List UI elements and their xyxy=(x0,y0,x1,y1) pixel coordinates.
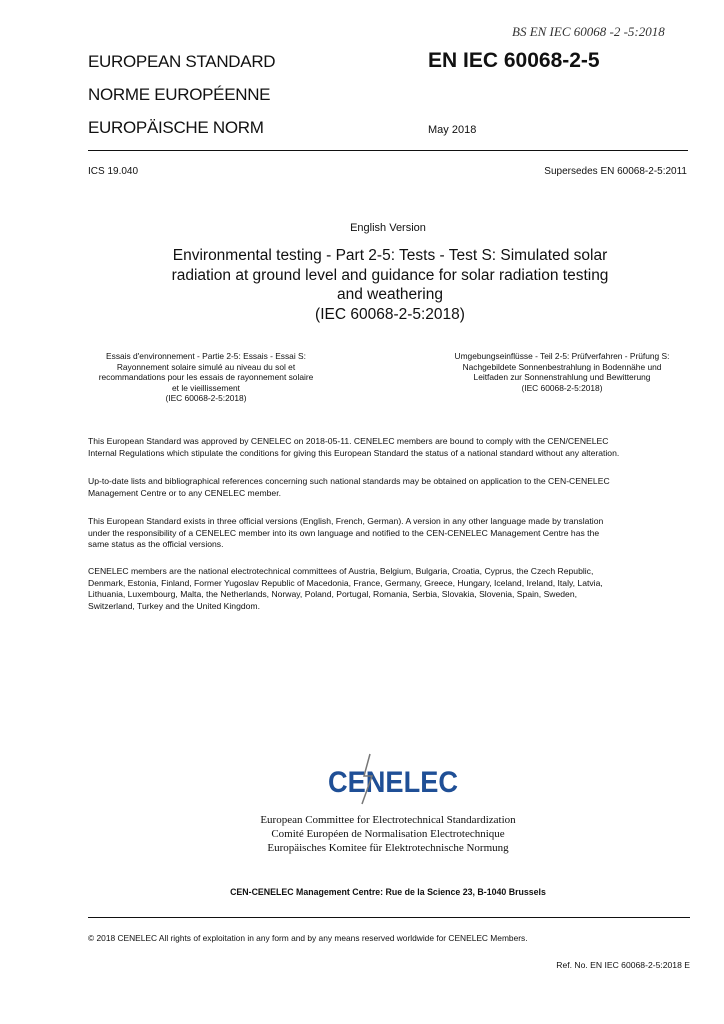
version-label: English Version xyxy=(350,222,426,234)
management-centre-address: CEN-CENELEC Management Centre: Rue de la Science 23, B-1040 Brussels xyxy=(230,887,546,897)
german-title xyxy=(432,351,692,393)
std-title-de: EUROPÄISCHE NORM xyxy=(88,118,264,137)
fr-line: recommandations pour les essais de rayonnement solaire xyxy=(98,372,314,382)
fr-line: Rayonnement solaire simulé au niveau du sol et xyxy=(116,361,296,372)
footer-divider xyxy=(88,917,690,918)
en-number: EN IEC 60068-2-5 xyxy=(428,49,600,72)
supersedes: Supersedes EN 60068-2-5:2011 xyxy=(544,166,687,177)
fr-line: Essais d'environnement - Partie 2-5: Essais - Essai S: xyxy=(106,351,306,361)
fr-line: (IEC 60068-2-5:2018) xyxy=(165,393,247,403)
committee-names xyxy=(188,813,588,855)
committee-en: European Committee for Electrotechnical Standardization xyxy=(260,814,516,826)
text-line: under the responsibility of a CENELEC member into its own language and notified to the CEN-CENELEC Management Centre has the xyxy=(88,527,600,538)
de-line: Leitfaden zur Sonnenstrahlung und Bewitterung xyxy=(473,372,651,382)
text-line: Switzerland, Turkey and the United Kingdom. xyxy=(88,600,260,611)
text-line: Denmark, Estonia, Finland, Former Yugoslav Republic of Macedonia, France, Germany, Greece, Hungary, Iceland, Ireland, Italy, Latvia, xyxy=(88,577,603,588)
text-line: CENELEC members are the national electrotechnical committees of Austria, Belgium, Bulgaria, Croatia, Cyprus, the Czech Republic, xyxy=(88,566,594,576)
paragraph-versions xyxy=(88,516,698,551)
publication-date: May 2018 xyxy=(428,124,477,136)
std-title-en: EUROPEAN STANDARD xyxy=(88,52,276,71)
header-divider xyxy=(88,150,688,151)
text-line: same status as the official versions. xyxy=(88,539,224,549)
text-line: This European Standard was approved by CENELEC on 2018-05-11. CENELEC members are bound to comply with the CEN/CENELEC xyxy=(88,436,609,446)
title-line: Environmental testing - Part 2-5: Tests - Test S: Simulated solar xyxy=(172,247,608,264)
document-title xyxy=(60,246,720,324)
french-title xyxy=(88,351,324,404)
ics-code: ICS 19.040 xyxy=(88,166,139,177)
text-line: Management Centre or to any CENELEC member. xyxy=(88,487,281,498)
paragraph-approval xyxy=(88,436,698,459)
de-line: Umgebungseinflüsse - Teil 2-5: Prüfverfahren - Prüfung S: xyxy=(454,351,670,361)
cenelec-logo xyxy=(318,748,468,808)
title-line: and weathering xyxy=(337,286,443,303)
text-line: Up-to-date lists and bibliographical references concerning such national standards may be obtained on application to the CEN-CENELEC xyxy=(88,476,610,486)
committee-fr: Comité Européen de Normalisation Electrotechnique xyxy=(271,828,505,840)
reference-number: Ref. No. EN IEC 60068-2-5:2018 E xyxy=(556,960,690,970)
text-line: Lithuania, Luxembourg, Malta, the Netherlands, Norway, Poland, Portugal, Romania, Serbia, Slovakia, Slovenia, Spain, Sweden, xyxy=(88,589,578,599)
logo-text: CENELEC xyxy=(328,766,458,799)
de-line: (IEC 60068-2-5:2018) xyxy=(521,382,603,393)
text-line: This European Standard exists in three official versions (English, French, German). A version in any other language made by translation xyxy=(88,516,604,526)
fr-line: et le vieillissement xyxy=(172,382,240,393)
de-line: Nachgebildete Sonnenbestrahlung in Bodennähe und xyxy=(462,361,662,372)
bs-reference: BS EN IEC 60068 -2 -5:2018 xyxy=(512,24,665,39)
std-title-fr: NORME EUROPÉENNE xyxy=(88,85,271,104)
title-line: radiation at ground level and guidance for solar radiation testing xyxy=(171,266,609,284)
copyright-notice: © 2018 CENELEC All rights of exploitation in any form and by any means reserved worldwide for CENELEC Members. xyxy=(88,933,528,943)
logo-graphic xyxy=(318,748,468,808)
paragraph-references xyxy=(88,476,698,499)
title-line: (IEC 60068-2-5:2018) xyxy=(315,305,465,323)
paragraph-members xyxy=(88,566,698,612)
text-line: Internal Regulations which stipulate the conditions for giving this European Standard the status of a national standard without any alteration. xyxy=(88,447,620,458)
committee-de: Europäisches Komitee für Elektrotechnische Normung xyxy=(267,842,509,854)
